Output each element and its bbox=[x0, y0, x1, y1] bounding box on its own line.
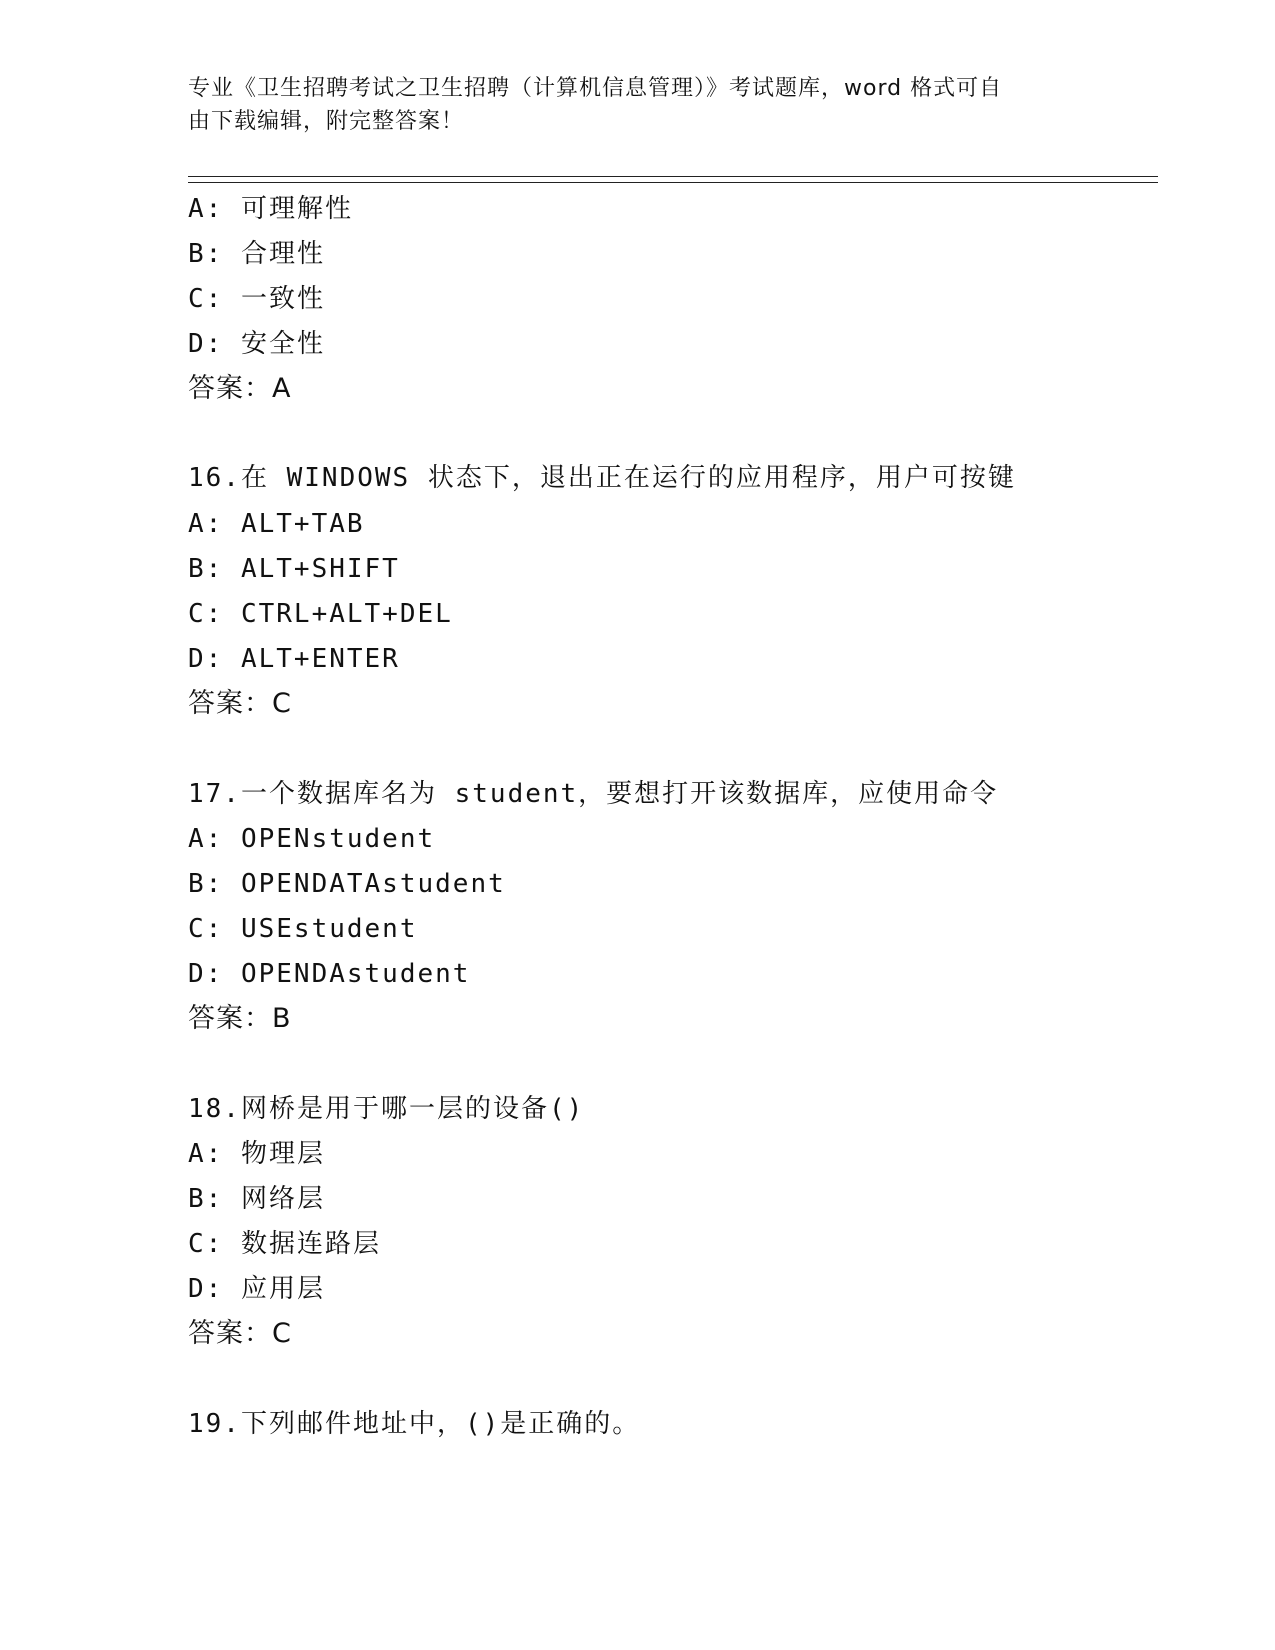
q16-question: 16.在 WINDOWS 状态下，退出正在运行的应用程序，用户可按键 bbox=[188, 463, 1016, 493]
q18-option-c: C: 数据连路层 bbox=[188, 1229, 381, 1259]
q17-option-d: D: OPENDAstudent bbox=[188, 959, 471, 989]
q16-option-d: D: ALT+ENTER bbox=[188, 644, 400, 674]
q16-option-b: B: ALT+SHIFT bbox=[188, 554, 400, 584]
q16-option-c: C: CTRL+ALT+DEL bbox=[188, 599, 453, 629]
q18-answer: 答案：C bbox=[188, 1318, 292, 1349]
q17-option-a: A: OPENstudent bbox=[188, 824, 436, 854]
header-line-1: 专业《卫生招聘考试之卫生招聘（计算机信息管理）》考试题库，word 格式可自 bbox=[188, 76, 1003, 101]
q17-option-b: B: OPENDATAstudent bbox=[188, 869, 506, 899]
q18-option-a: A: 物理层 bbox=[188, 1139, 325, 1169]
q17-option-c: C: USEstudent bbox=[188, 914, 418, 944]
q18-question: 18.网桥是用于哪一层的设备() bbox=[188, 1094, 585, 1124]
header-divider-bottom bbox=[188, 182, 1158, 183]
q15-option-b: B: 合理性 bbox=[188, 239, 325, 269]
q17-question: 17.一个数据库名为 student，要想打开该数据库，应使用命令 bbox=[188, 779, 999, 809]
q15-answer: 答案：A bbox=[188, 373, 292, 404]
q19-question: 19.下列邮件地址中，()是正确的。 bbox=[188, 1409, 641, 1439]
q18-option-d: D: 应用层 bbox=[188, 1274, 325, 1304]
q18-option-b: B: 网络层 bbox=[188, 1184, 325, 1214]
q15-option-c: C: 一致性 bbox=[188, 284, 325, 314]
q15-option-d: D: 安全性 bbox=[188, 329, 325, 359]
q16-answer: 答案：C bbox=[188, 688, 292, 719]
header-line-2: 由下载编辑，附完整答案！ bbox=[188, 109, 465, 134]
document-header bbox=[188, 72, 1088, 138]
header-divider-top bbox=[188, 176, 1158, 177]
q16-option-a: A: ALT+TAB bbox=[188, 509, 365, 539]
q15-option-a: A: 可理解性 bbox=[188, 194, 353, 224]
q17-answer: 答案：B bbox=[188, 1003, 292, 1034]
